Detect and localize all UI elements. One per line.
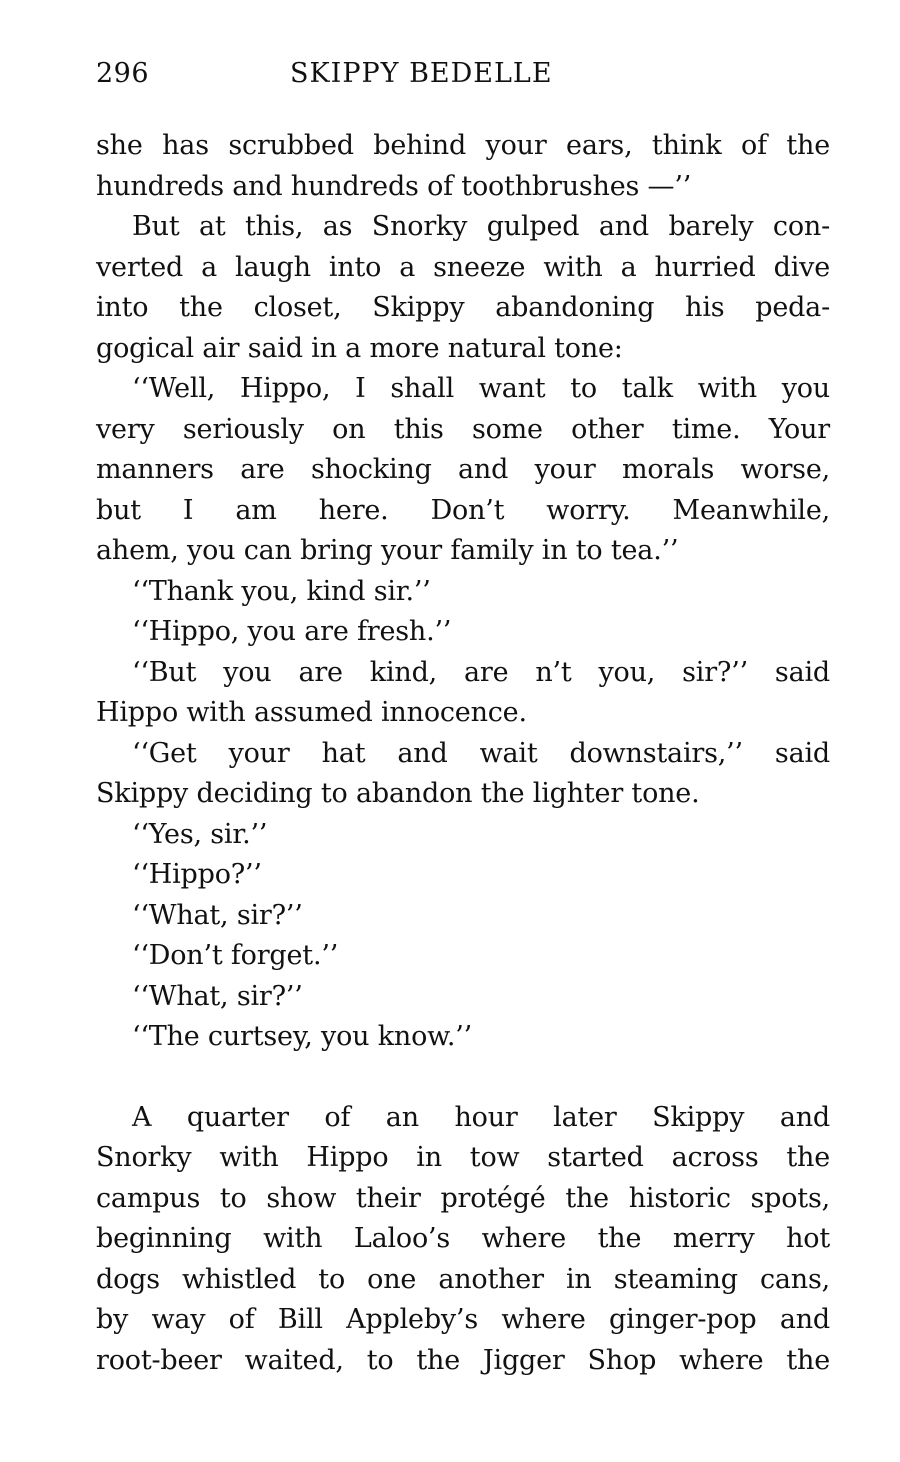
text-line: manners are shocking and your morals worse,	[96, 454, 830, 485]
text-line: Skippy deciding to abandon the lighter tone.	[96, 778, 700, 809]
text-line: ahem, you can bring your family in to tea.’’	[96, 535, 679, 566]
book-page	[96, 58, 830, 1381]
text-line: campus to show their protégé the historic spots,	[96, 1182, 830, 1214]
text-line: she has scrubbed behind your ears, think of the	[96, 130, 830, 161]
text-line: dogs whistled to one another in steaming cans,	[96, 1263, 830, 1295]
section-break	[96, 1058, 830, 1098]
text-line: Hippo with assumed innocence.	[96, 697, 527, 728]
text-line: ‘‘Yes, sir.’’	[132, 818, 268, 850]
text-line: by way of Bill Appleby’s where ginger-pop and	[96, 1304, 830, 1335]
text-line: very seriously on this some other time. Your	[96, 413, 830, 445]
running-head	[96, 58, 830, 98]
page-number: 296	[96, 58, 150, 89]
text-line: into the closet, Skippy abandoning his peda-	[96, 292, 830, 323]
text-line: ‘‘What, sir?’’	[132, 980, 303, 1012]
text-line: A quarter of an hour later Skippy and	[132, 1101, 830, 1133]
text-line: root-beer waited, to the Jigger Shop where the	[96, 1344, 830, 1376]
text-line: But at this, as Snorky gulped and barely con-	[132, 211, 830, 242]
text-line: gogical air said in a more natural tone:	[96, 332, 623, 364]
text-line: ‘‘Hippo?’’	[132, 859, 262, 890]
text-line: ‘‘Hippo, you are fresh.’’	[132, 616, 452, 647]
text-line: ‘‘Thank you, kind sir.’’	[132, 575, 431, 607]
text-line: hundreds and hundreds of toothbrushes —’’	[96, 170, 692, 202]
text-line: verted a laugh into a sneeze with a hurried dive	[96, 251, 830, 283]
text-line: ‘‘What, sir?’’	[132, 899, 303, 931]
text-line: ‘‘Don’t forget.’’	[132, 940, 339, 971]
book-title: SKIPPY BEDELLE	[290, 58, 553, 89]
text-line: ‘‘Well, Hippo, I shall want to talk with you	[132, 373, 830, 404]
body-text	[96, 126, 830, 1381]
text-line: ‘‘But you are kind, are n’t you, sir?’’ said	[132, 656, 830, 688]
text-line: beginning with Laloo’s where the merry hot	[96, 1223, 830, 1254]
text-line: Snorky with Hippo in tow started across the	[96, 1142, 830, 1173]
text-line: ‘‘The curtsey, you know.’’	[132, 1021, 472, 1052]
text-line: but I am here. Don’t worry. Meanwhile,	[96, 494, 830, 526]
text-line: ‘‘Get your hat and wait downstairs,’’ said	[132, 737, 830, 769]
